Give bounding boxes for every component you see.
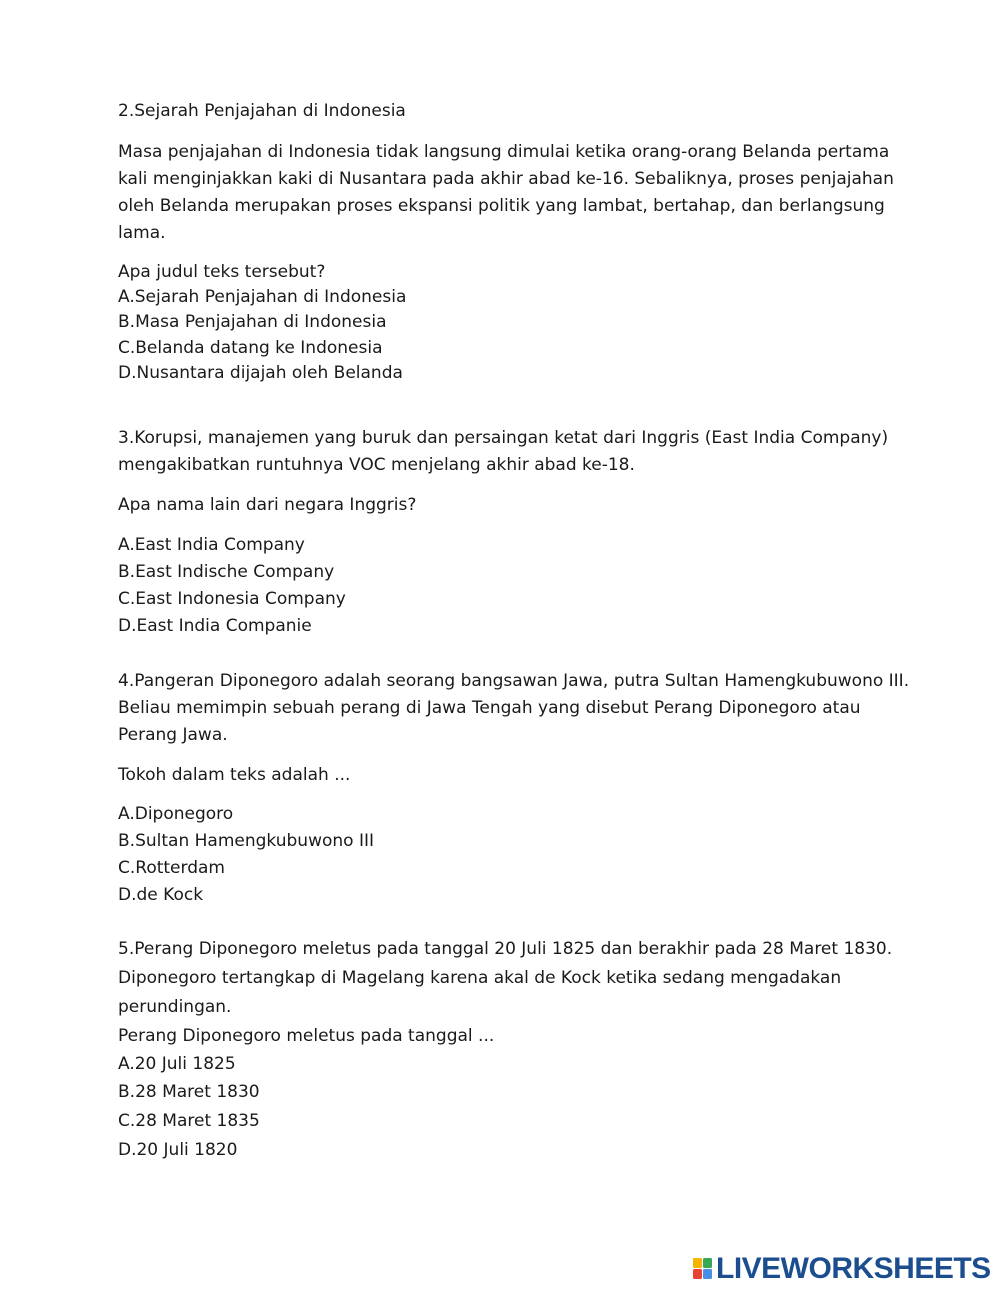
q2-prompt: Apa judul teks tersebut?: [118, 262, 326, 282]
q2-option-b[interactable]: B.Masa Penjajahan di Indonesia: [118, 312, 387, 332]
q2-option-d[interactable]: D.Nusantara dijajah oleh Belanda: [118, 363, 403, 383]
q4-option-b[interactable]: B.Sultan Hamengkubuwono III: [118, 831, 374, 851]
q3-passage-line: mengakibatkan runtuhnya VOC menjelang akhir abad ke-18.: [118, 455, 635, 475]
q4-passage-line: Perang Jawa.: [118, 725, 228, 745]
q3-option-d[interactable]: D.East India Companie: [118, 616, 312, 636]
q3-option-c[interactable]: C.East Indonesia Company: [118, 589, 346, 609]
q5-passage-line: 5.Perang Diponegoro meletus pada tanggal 20 Juli 1825 dan berakhir pada 28 Maret 1830.: [118, 939, 893, 959]
q2-option-c[interactable]: C.Belanda datang ke Indonesia: [118, 338, 383, 358]
q5-passage-line: Diponegoro tertangkap di Magelang karena akal de Kock ketika sedang mengadakan: [118, 968, 842, 988]
q5-option-c[interactable]: C.28 Maret 1835: [118, 1111, 260, 1131]
liveworksheets-wordmark: LIVEWORKSHEETS: [716, 1252, 991, 1285]
q3-option-a[interactable]: A.East India Company: [118, 535, 305, 555]
q3-option-b[interactable]: B.East Indische Company: [118, 562, 335, 582]
q4-option-a[interactable]: A.Diponegoro: [118, 804, 234, 824]
q5-option-d[interactable]: D.20 Juli 1820: [118, 1140, 238, 1160]
q4-passage-line: Beliau memimpin sebuah perang di Jawa Tengah yang disebut Perang Diponegoro atau: [118, 698, 861, 718]
q2-passage-line: kali menginjakkan kaki di Nusantara pada akhir abad ke-16. Sebaliknya, proses penjajahan: [118, 169, 894, 189]
q5-option-a[interactable]: A.20 Juli 1825: [118, 1054, 236, 1074]
q4-passage-line: 4.Pangeran Diponegoro adalah seorang bangsawan Jawa, putra Sultan Hamengkubuwono III.: [118, 671, 910, 691]
q2-passage-line: lama.: [118, 223, 166, 243]
q2-passage-line: Masa penjajahan di Indonesia tidak langsung dimulai ketika orang-orang Belanda pertama: [118, 142, 890, 162]
q4-prompt: Tokoh dalam teks adalah ...: [118, 765, 351, 785]
q3-passage-line: 3.Korupsi, manajemen yang buruk dan persaingan ketat dari Inggris (East India Company): [118, 428, 889, 448]
q2-passage-line: oleh Belanda merupakan proses ekspansi politik yang lambat, bertahap, dan berlangsung: [118, 196, 885, 216]
liveworksheets-logo: [693, 1253, 991, 1285]
q5-option-b[interactable]: B.28 Maret 1830: [118, 1082, 260, 1102]
q4-option-d[interactable]: D.de Kock: [118, 885, 204, 905]
q2-title: 2.Sejarah Penjajahan di Indonesia: [118, 101, 406, 121]
q5-passage-line: perundingan.: [118, 997, 232, 1017]
liveworksheets-mark-icon: [693, 1256, 713, 1282]
q5-prompt: Perang Diponegoro meletus pada tanggal ...: [118, 1026, 495, 1046]
q3-prompt: Apa nama lain dari negara Inggris?: [118, 495, 417, 515]
q4-option-c[interactable]: C.Rotterdam: [118, 858, 225, 878]
q2-option-a[interactable]: A.Sejarah Penjajahan di Indonesia: [118, 287, 407, 307]
